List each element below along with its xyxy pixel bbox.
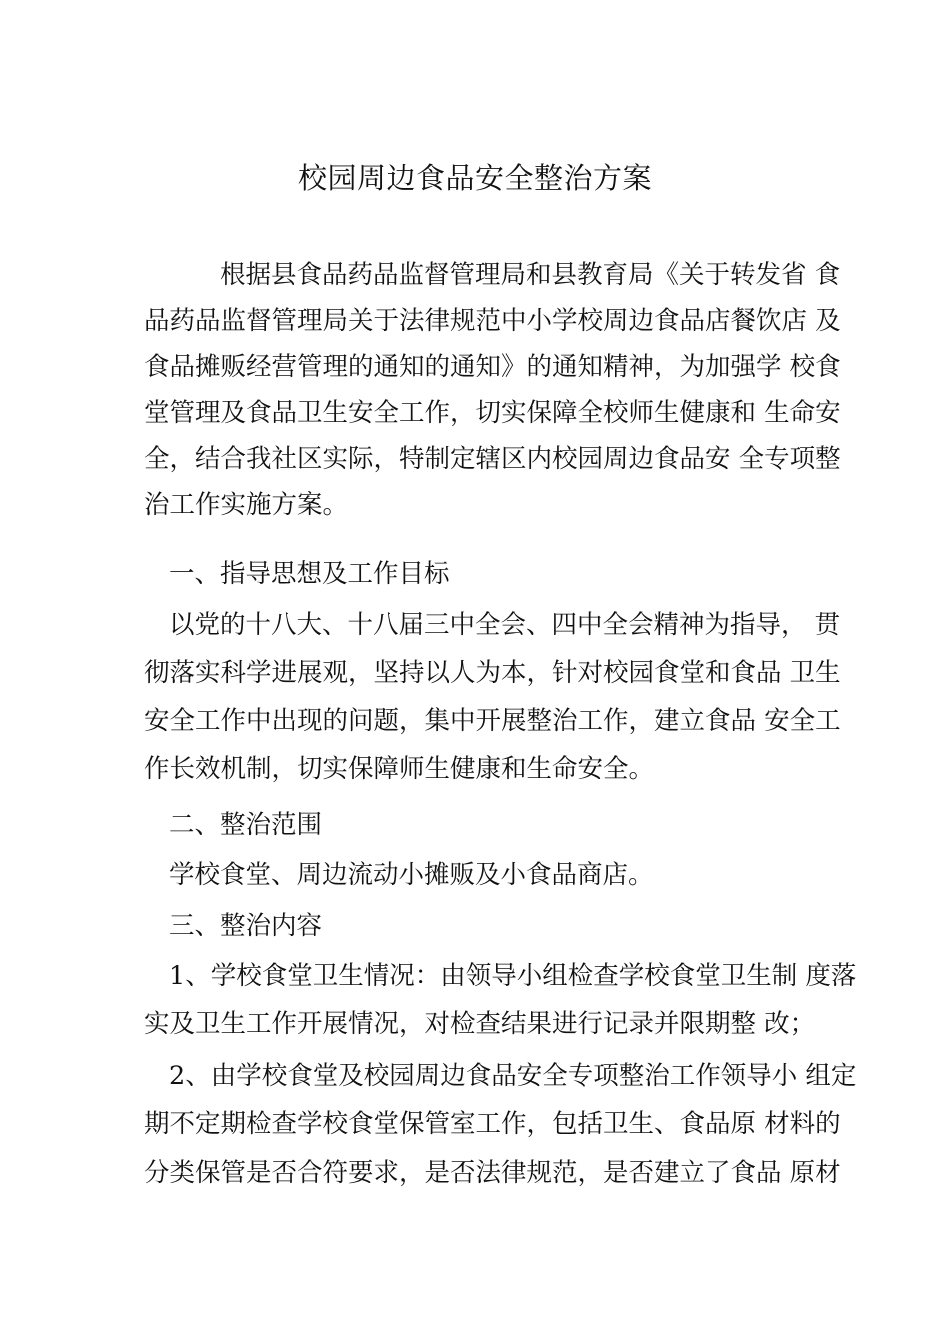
section-2-heading: 二、整治范围: [169, 810, 323, 840]
intro-line-1: 根据县食品药品监督管理局和县教育局《关于转发省 食: [220, 260, 841, 290]
section-2-body: 学校食堂、周边流动小摊贩及小食品商店。: [169, 860, 654, 890]
section-3-heading: 三、整治内容: [169, 911, 323, 941]
document-title: 校园周边食品安全整治方案: [297, 161, 652, 195]
intro-line-6: 治工作实施方案。: [144, 490, 349, 520]
intro-line-2: 品药品监督管理局关于法律规范中小学校周边食品店餐饮店 及: [144, 306, 841, 336]
item-1-line-1: 1、学校食堂卫生情况：由领导小组检查学校食堂卫生制 度落: [169, 961, 857, 991]
intro-line-4: 堂管理及食品卫生安全工作，切实保障全校师生健康和 生命安: [144, 398, 841, 428]
item-2-line-2: 期不定期检查学校食堂保管室工作，包括卫生、食品原 材料的: [144, 1109, 841, 1139]
item-2-line-3: 分类保管是否合符要求，是否法律规范，是否建立了食品 原材: [144, 1158, 841, 1188]
item-1-line-2: 实及卫生工作开展情况，对检查结果进行记录并限期整 改；: [144, 1009, 816, 1039]
intro-line-3: 食品摊贩经营管理的通知的通知》的通知精神，为加强学 校食: [144, 352, 841, 382]
intro-line-5: 全，结合我社区实际，特制定辖区内校园周边食品安 全专项整: [144, 444, 841, 474]
section-1-heading: 一、指导思想及工作目标: [169, 559, 450, 589]
section-1-line-3: 安全工作中出现的问题，集中开展整治工作，建立食品 安全工: [144, 706, 841, 736]
section-1-line-4: 作长效机制，切实保障师生健康和生命安全。: [144, 754, 655, 784]
section-1-line-2: 彻落实科学进展观，坚持以人为本，针对校园食堂和食品 卫生: [144, 658, 841, 688]
item-2-line-1: 2、由学校食堂及校园周边食品安全专项整治工作领导小 组定: [169, 1061, 857, 1091]
section-1-line-1: 以党的十八大、十八届三中全会、四中全会精神为指导， 贯: [169, 610, 841, 640]
